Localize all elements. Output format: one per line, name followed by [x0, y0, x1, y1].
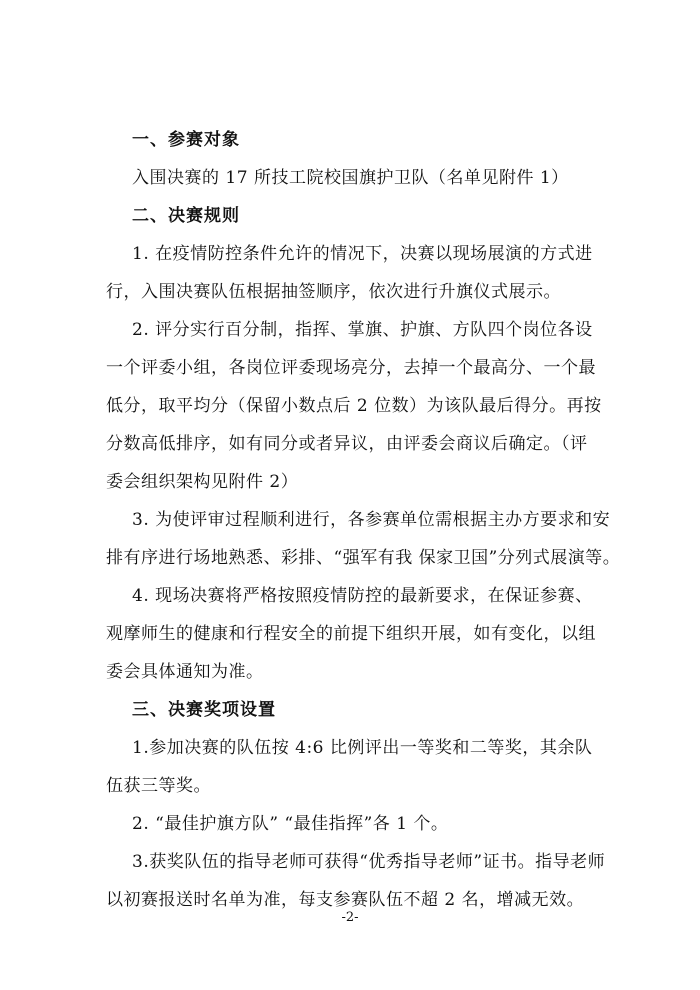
- paragraph-line: 行，入围决赛队伍根据抽签顺序，依次进行升旗仪式展示。: [106, 282, 561, 302]
- page-number: -2-: [341, 910, 359, 925]
- paragraph-line: 1.参加决赛的队伍按 4:6 比例评出一等奖和二等奖，其余队: [132, 738, 593, 758]
- paragraph-line: 1. 在疫情防控条件允许的情况下，决赛以现场展演的方式进: [132, 244, 593, 264]
- paragraph-line: 一个评委小组，各岗位评委现场亮分，去掉一个最高分、一个最: [106, 358, 596, 378]
- section-heading-rules: 二、决赛规则: [132, 206, 240, 226]
- paragraph-line: 3.获奖队伍的指导老师可获得“优秀指导老师”证书。指导老师: [132, 852, 606, 872]
- paragraph-line: 3. 为使评审过程顺利进行，各参赛单位需根据主办方要求和安: [132, 510, 611, 530]
- paragraph-line: 2. “最佳护旗方队” “最佳指挥”各 1 个。: [132, 814, 449, 834]
- paragraph-line: 伍获三等奖。: [106, 776, 211, 796]
- paragraph-line: 2. 评分实行百分制，指挥、掌旗、护旗、方队四个岗位各设: [132, 320, 593, 340]
- paragraph-line: 低分，取平均分（保留小数点后 2 位数）为该队最后得分。再按: [106, 396, 602, 416]
- paragraph-line: 以初赛报送时名单为准，每支参赛队伍不超 2 名，增减无效。: [106, 890, 585, 910]
- document-body: [106, 121, 621, 919]
- paragraph-line: 排有序进行场地熟悉、彩排、“强军有我 保家卫国”分列式展演等。: [106, 548, 621, 568]
- paragraph-line: 入围决赛的 17 所技工院校国旗护卫队（名单见附件 1）: [132, 168, 569, 188]
- paragraph-line: 4. 现场决赛将严格按照疫情防控的最新要求，在保证参赛、: [132, 586, 593, 606]
- section-heading-participants: 一、参赛对象: [132, 130, 240, 150]
- paragraph-line: 分数高低排序，如有同分或者异议，由评委会商议后确定。（评: [106, 434, 588, 454]
- paragraph-line: 委会组织架构见附件 2）: [106, 472, 299, 492]
- paragraph-line: 委会具体通知为准。: [106, 662, 264, 682]
- section-heading-awards: 三、决赛奖项设置: [132, 700, 276, 720]
- paragraph-line: 观摩师生的健康和行程安全的前提下组织开展，如有变化，以组: [106, 624, 596, 644]
